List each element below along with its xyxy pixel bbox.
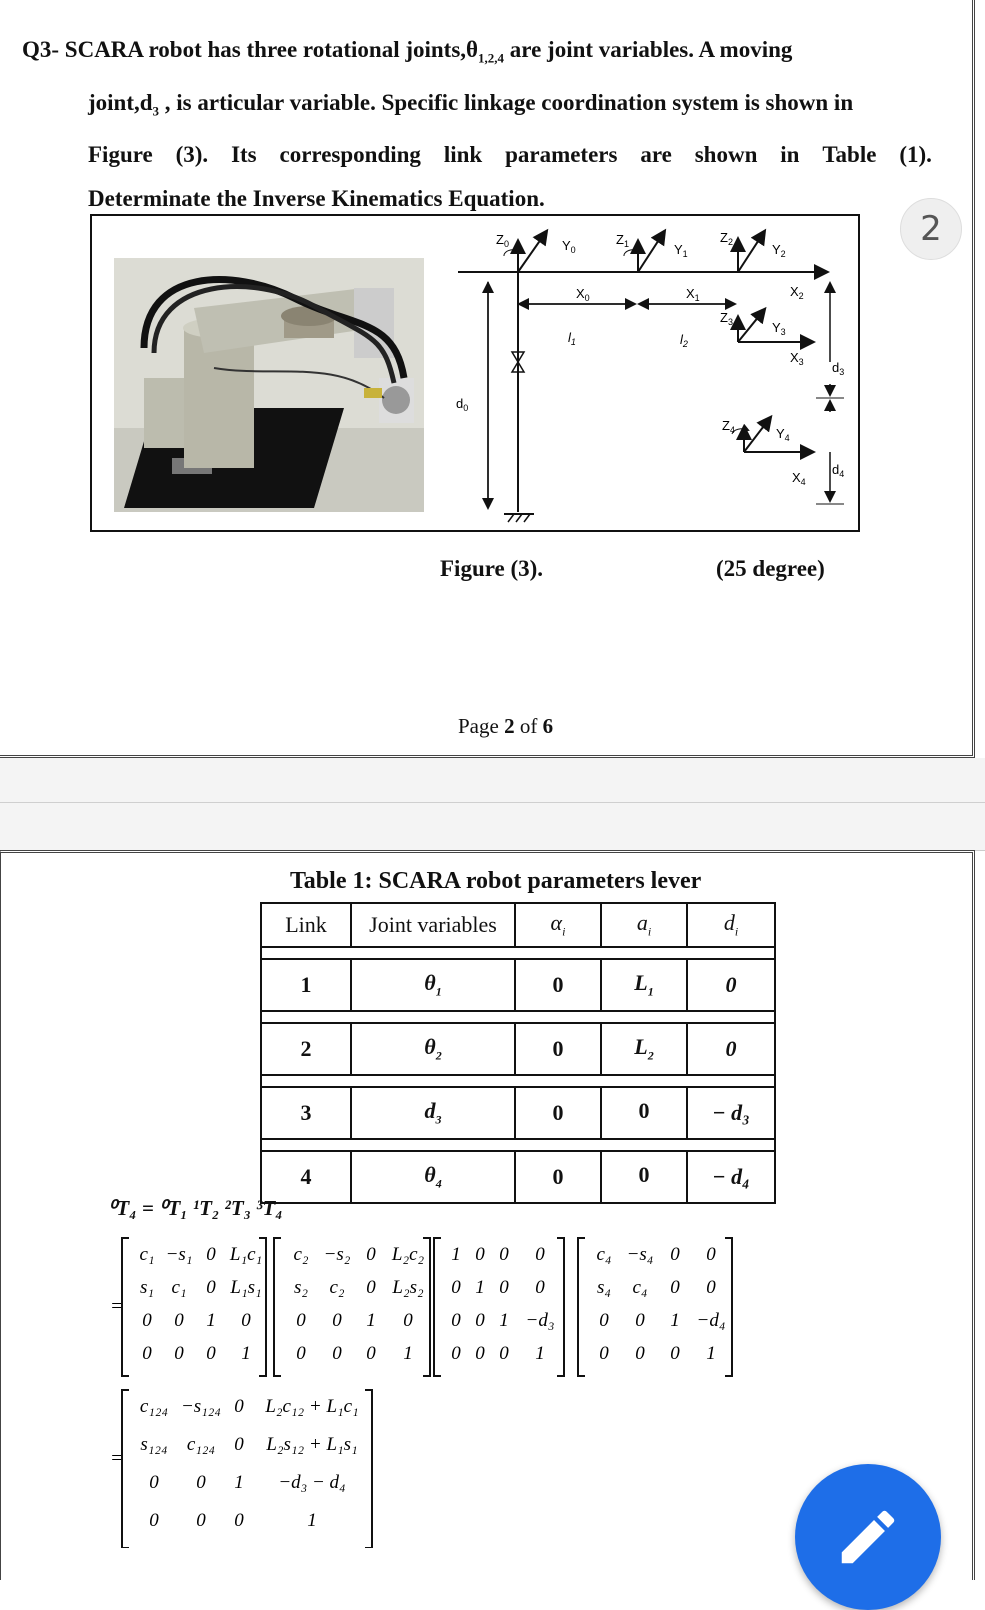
matrix-cell: −d₃ − d₄ [278,1472,346,1493]
label-l2: $l_2$ [680,332,688,349]
matrix-cell: 0 [234,1434,244,1455]
matrix-cell: 0 [451,1277,461,1298]
matrix-cell: c₂ [293,1244,309,1265]
label-y3: $Y_3$ [772,320,786,337]
question-line-3 [22,133,942,177]
matrix-cell: c₁ [139,1244,155,1265]
transform-equation-lhs: ⁰T₄ = ⁰T₁ ¹T₂ ²T₃ ³T₄ [108,1196,283,1220]
matrix-cell: 0 [296,1310,306,1331]
question-word: (1). [899,142,932,168]
matrix-cell: 0 [535,1277,545,1298]
matrix-cell: L₁c₁ [229,1244,263,1265]
matrix-bracket [725,1238,732,1376]
matrix-bracket [578,1238,585,1376]
cell-link: 4 [261,1151,351,1203]
angle-note: (25 degree) [716,556,825,581]
label-x1: $X_1$ [686,286,700,303]
label-z3: $Z_3$ [720,310,733,327]
matrix-cell: c₁₂₄ [186,1434,216,1455]
cell-alpha: 0 [515,1151,601,1203]
label-z2: $Z_2$ [720,230,733,247]
label-y2: $Y_2$ [772,242,786,259]
document-page-1 [0,0,975,758]
question-word: Figure [88,142,153,168]
question-word: parameters [505,142,618,168]
cell-joint: $\theta_4$ [351,1151,515,1203]
matrix-cell: 0 [366,1343,376,1364]
matrix-cell: 1 [307,1510,317,1531]
matrix-cell: 0 [706,1244,716,1265]
matrix-cell: 0 [366,1244,376,1265]
label-y1: $Y_1$ [674,242,688,259]
equals-sign: = [110,1296,123,1317]
cell-d: 0 [687,959,775,1011]
cell-joint: $d_3$ [351,1087,515,1139]
label-d0: $d_0$ [456,396,469,413]
label-x0: $X_0$ [576,286,590,303]
matrix-cell: 0 [475,1310,485,1331]
cell-alpha: 0 [515,959,601,1011]
label-x4: $X_4$ [792,470,806,487]
matrix-cell: 1 [670,1310,680,1331]
cell-alpha: 0 [515,1023,601,1075]
matrix-cell: L₂c₂ [391,1244,425,1265]
matrix-cell: −s₁ [165,1244,193,1265]
matrix-cell: 0 [149,1510,159,1531]
link-parameters-table [260,902,776,1204]
cell-link: 3 [261,1087,351,1139]
question-line-4: Determinate the Inverse Kinematics Equation. [88,186,545,212]
table-title: Table 1: SCARA robot parameters lever [290,868,702,894]
cell-d: − d₃ [687,1087,775,1139]
matrix-bracket [365,1390,372,1548]
header-d: $d_i$ [687,903,775,947]
matrix-cell: 0 [142,1343,152,1364]
matrix-cell: 1 [475,1277,485,1298]
question-text [22,28,942,221]
pencil-icon [833,1502,903,1572]
matrix-bracket [122,1390,129,1548]
matrix-cell: 0 [535,1244,545,1265]
matrix-cell: 0 [635,1343,645,1364]
matrix-cell: 0 [706,1277,716,1298]
matrix-cell: s₂ [294,1277,308,1298]
cell-alpha: 0 [515,1087,601,1139]
matrix-cell: 0 [475,1244,485,1265]
label-z4: $Z_4$ [722,418,735,435]
transform-matrices [108,1228,848,1548]
question-word: are [640,142,672,168]
matrix-cell: c₁₂₄ [139,1396,169,1417]
cell-d: 0 [687,1023,775,1075]
cell-d: − d₄ [687,1151,775,1203]
matrix-cell: L₂c₁₂ + L₁c₁ [265,1396,359,1417]
matrix-cell: 0 [332,1343,342,1364]
matrix-cell: 0 [403,1310,413,1331]
matrix-cell: 1 [234,1472,244,1493]
table-spacer [261,947,775,959]
matrix-cell: s₁₂₄ [140,1434,168,1455]
label-d3: $d_3$ [832,360,845,377]
table-row [261,1151,775,1203]
matrix-cell: 0 [366,1277,376,1298]
matrix-cell: 0 [670,1244,680,1265]
matrix-cell: 0 [206,1277,216,1298]
matrix-cell: c₂ [329,1277,345,1298]
matrix-cell: 0 [174,1343,184,1364]
matrix-bracket [122,1238,129,1376]
matrix-cell: 0 [635,1310,645,1331]
matrix-cell: 1 [403,1343,413,1364]
matrix-cell: 0 [599,1310,609,1331]
matrix-cell: 1 [241,1343,251,1364]
matrix-cell: 0 [206,1244,216,1265]
matrix-cell: 1 [535,1343,545,1364]
question-word: corresponding [279,142,421,168]
question-line-1: Q3- SCARA robot has three rotational $joints,\theta_{1,2,4}$ are joint variables. A moving [22,37,793,66]
label-x3: $X_3$ [790,350,804,367]
header-alpha: $\alpha_i$ [515,903,601,947]
matrix-cell: 1 [206,1310,216,1331]
table-spacer [261,1139,775,1151]
cell-a: $L_2$ [601,1023,687,1075]
matrix-bracket [274,1238,281,1376]
matrix-cell: 0 [599,1343,609,1364]
matrix-cell: −d₄ [696,1310,726,1331]
matrix-cell: 0 [196,1472,206,1493]
header-a: $a_i$ [601,903,687,947]
matrix-bracket [434,1238,441,1376]
scara-robot-photo [114,258,424,512]
matrix-cell: 0 [451,1310,461,1331]
matrix-cell: −s₄ [626,1244,654,1265]
label-d4: $d_4$ [832,462,845,479]
question-word: in [780,142,800,168]
table-spacer [261,1011,775,1023]
matrix-cell: 0 [206,1343,216,1364]
equals-sign: = [110,1448,123,1469]
cell-joint: $\theta_1$ [351,959,515,1011]
matrix-cell: 0 [234,1510,244,1531]
cell-link: 2 [261,1023,351,1075]
matrix-cell: 0 [174,1310,184,1331]
matrix-cell: 0 [241,1310,251,1331]
question-word: link [443,142,483,168]
table-row [261,1023,775,1075]
figure-3-box [90,214,860,532]
matrix-cell: c₄ [596,1244,612,1265]
matrix-cell: s₄ [597,1277,611,1298]
matrix-cell: 0 [670,1343,680,1364]
matrix-cell: 0 [234,1396,244,1417]
matrix-cell: 1 [451,1244,461,1265]
matrix-cell: s₁ [140,1277,154,1298]
edit-button[interactable] [795,1464,941,1610]
cell-a: $L_1$ [601,959,687,1011]
matrix-cell: 0 [451,1343,461,1364]
table-header-row [261,903,775,947]
question-word: Table [822,142,877,168]
matrix-cell: L₁s₁ [230,1277,262,1298]
label-z1: $Z_1$ [616,232,629,249]
question-word: (3). [175,142,209,168]
cell-a: 0 [601,1151,687,1203]
cell-a: 0 [601,1087,687,1139]
page-number: Page 2 of 6 [458,714,554,738]
page-indicator-badge: 2 [900,198,962,260]
matrix-cell: 1 [706,1343,716,1364]
table-spacer [261,1075,775,1087]
matrix-cell: c₄ [632,1277,648,1298]
matrix-cell: −s₂ [323,1244,351,1265]
label-z0: $Z_0$ [496,232,509,249]
header-joint-variables: Joint variables [351,903,515,947]
page-gap [0,758,985,851]
matrix-cell: 1 [499,1310,509,1331]
matrix-cell: 0 [475,1343,485,1364]
header-link: Link [261,903,351,947]
table-row [261,959,775,1011]
matrix-cell: −d₃ [525,1310,555,1331]
matrix-cell: 0 [332,1310,342,1331]
matrix-cell: 0 [296,1343,306,1364]
matrix-cell: 1 [366,1310,376,1331]
cell-joint: $\theta_2$ [351,1023,515,1075]
question-word: shown [694,142,758,168]
matrix-cell: 0 [149,1472,159,1493]
matrix-cell: L₂s₂ [392,1277,424,1298]
question-line-2: $joint,d_3$ , is articular variable. Specific linkage coordination system is shown in [88,89,854,119]
matrix-cell: 0 [196,1510,206,1531]
matrix-cell: 0 [499,1277,509,1298]
label-x2: $X_2$ [790,284,804,301]
label-l1: $l_1$ [568,330,576,347]
question-word: Its [231,142,257,168]
cell-link: 1 [261,959,351,1011]
table-row [261,1087,775,1139]
matrix-cell: c₁ [171,1277,187,1298]
matrix-cell: 0 [670,1277,680,1298]
matrix-cell: L₂s₁₂ + L₁s₁ [266,1434,358,1455]
label-y4: $Y_4$ [776,426,790,443]
coordinate-frame-diagram [442,222,852,526]
figure-caption: Figure (3). [440,556,544,581]
matrix-bracket [557,1238,564,1376]
matrix-cell: 0 [499,1244,509,1265]
label-y0: $Y_0$ [562,238,576,255]
matrix-cell: 0 [142,1310,152,1331]
matrix-cell: 0 [499,1343,509,1364]
matrix-cell: −s₁₂₄ [180,1396,222,1417]
